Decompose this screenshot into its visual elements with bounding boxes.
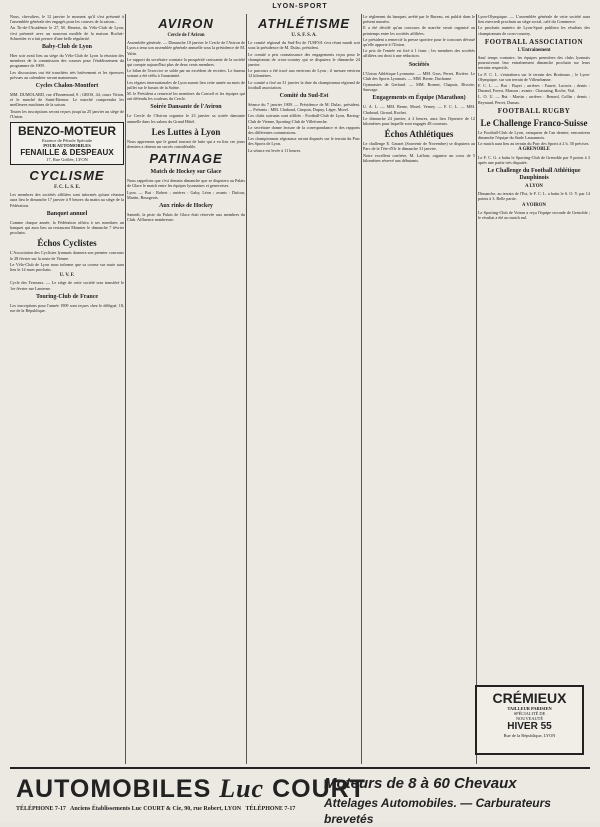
column-3 [248,14,360,764]
brand-automobiles: AUTOMOBILES [16,775,212,803]
section-heading: Sociétés [408,61,430,68]
paragraph: Le dimanche 24 janvier, à 2 heures, aura lieu l'épreuve de 12 kilomètres pour laquelle sont engagés 48 coureurs. [363,115,475,127]
ad-brand [16,775,366,803]
paragraph: Le match aura lieu au terrain du Parc des Sports à 2 h. 30 précises. [478,141,590,147]
section-heading: Échos Cyclistes [37,238,97,249]
brand-luc: Luc [219,774,265,803]
paragraph: Le Vélo-Club de Lyon nous informe que sa course sur route aura lieu le 14 mars prochain. [10,261,124,273]
paragraph: Notre excellent confrère, M. Laffont, organise un cross de 5 kilomètres réservé aux débutants. [363,152,475,163]
paragraph: Assemblée générale. — Dimanche 10 janvier le Cercle de l'Aviron de Lyon a tenu son assemblée générale annuelle sous la présidence de M. Valin. [127,40,245,56]
column-divider [125,14,126,764]
paragraph: Il a été décidé qu'un concours de marche serait organisé au printemps entre les sociétés affiliées. [363,25,475,36]
ad-price: HIVER 55 [507,721,552,732]
section-heading: Comité du Sud-Est [279,93,329,100]
paragraph: Le président a remercié la presse sportive pour le concours dévoué qu'elle apporte à l'Union. [363,36,475,48]
paragraph: Le F. C. L. s'entraînera sur le terrain des Brotteaux ; le Lyon-Olympique, sur son terrain de Villeurbanne. [478,71,590,82]
section-subtitle: U. S. F. S. A. [291,33,317,38]
paragraph: Toutes les inscriptions seront reçues jusqu'au 25 janvier au siège de l'Union. [10,108,124,119]
paragraph: MM. DUMOLARD, rue d'Ennemond, 8 ; GROS, 44, cours Vitton, et le marché de Saint-Etienne. Le marché comprendra les meilleures machines de la saison. [10,92,124,108]
ad-attelages: Attelages Automobiles. — Carburateurs brevetés [324,796,551,826]
section-heading: Match de Hockey sur Glace [150,169,222,176]
section-heading: Le Challenge Franco-Suisse [480,117,588,128]
section-heading: Engagements en Équipe (Marathon) [372,95,466,102]
paragraph: Les discussions ont été tranchées très brièvement et les épreuves prévues au calendrier seront maintenues. [10,69,124,80]
ad-subtitle: TAILLEUR PARISIEN [507,706,552,711]
paragraph: Le Sporting-Club de Voiron a reçu l'équipe seconde de Grenoble ; le résultat a été un match nul. [478,209,590,221]
paragraph: Le rapport du secrétaire constate la prospérité croissante de la société qui compte aujourd'hui plus de deux cents membres. [127,56,245,68]
ad-brand: FENAILLE & DESPEAUX [20,148,114,158]
paragraph: Le Cercle de l'Aviron organise le 23 janvier sa soirée dansante annuelle dans les salons du Grand Hôtel. [127,113,245,124]
paragraph: F. C. L. — But : Bayet ; arrières : Faurie, Lacroix ; demis : Durand, Forest, Masson ; avants : Chassaing, Roche, Vial. [478,83,590,94]
paragraph: Gymnastes de Gerland. — MM. Bonnet, Chapuis, Rivoire, Sauvage. [363,82,475,93]
ad-title: CRÉMIEUX [492,690,567,706]
ad-address: 17, Rue Grôlée, LYON [46,157,88,163]
paragraph: Samedi, la piste du Palais de Glace était réservée aux membres du Club. Affluence nombreuse. [127,212,245,223]
section-title-football-rugby: FOOTBALL RUGBY [497,106,571,115]
ad-subtitle: SPÉCIALITÉ DE [513,711,546,716]
column-4 [363,14,475,764]
section-heading: Cycles Chalon-Montfort [35,83,99,90]
column-divider [361,14,362,764]
ad-subtitle: NOUVEAUTÉ [515,716,544,721]
paragraph: L'Union Athlétique Lyonnaise. — MM. Gros, Perret, Rivière. Le Club des Sports Lyonnais. — MM. Berne, Ducharne. [363,70,475,81]
paragraph: Sauf temps contraire, les équipes premières des clubs lyonnais poursuivront leur entraînement dimanche prochain sur leurs terrains respectifs. [478,55,590,71]
paragraph: Lyon-Olympique. — L'assemblée générale de cette société aura lieu mercredi prochain au siège social, café du Commerce. [478,14,590,25]
section-subtitle: L'Entraînement [517,47,551,53]
paragraph: Le comité régional du Sud-Est de l'USFSA s'est réuni mardi soir sous la présidence de M. Dulac, président. [248,40,360,51]
ad-tagline [16,805,295,813]
masthead: LYON-SPORT [272,3,328,10]
column-divider [246,14,247,764]
column-2 [127,14,245,764]
paragraph: Le F. C. G. a battu le Sporting-Club de Grenoble par 9 points à 3 après une partie très disputée. [478,154,590,165]
paragraph: Les membres des sociétés affiliées sont informés qu'une réunion aura lieu le dimanche 17 janvier à 9 heures du matin au siège de la Fédération. [10,192,124,208]
paragraph: Nous rappelons que c'est demain dimanche que se disputera au Palais de Glace le match entre les équipes lyonnaises et genevoises. [127,178,245,189]
ad-title: BENZO-MOTEUR [18,124,116,139]
brand-court: COURT [272,775,366,803]
paragraph: Dimanche, au terrain de l'Est, le F. C. L. a battu le S. O. Y. par 14 points à 3. Belle partie. [478,191,590,202]
cremieux-ad [475,685,584,755]
paragraph: Les inscriptions pour l'année 1909 sont reçues chez le délégué, 18, rue de la République. [10,302,124,314]
section-heading: Baby-Club de Lyon [41,44,93,51]
section-title-cyclisme: CYCLISME [29,168,105,184]
column-5 [478,14,590,764]
benzo-moteur-ad [10,122,124,165]
section-subtitle: A GRENOBLE [518,147,550,153]
section-title-football-association: FOOTBALL ASSOCIATION [484,37,584,46]
paragraph: Le règlement du banquet, arrêté par le Bureau, est publié dans le présent numéro. [363,14,475,25]
article-columns [10,14,590,764]
section-heading: Touring-Club de France [35,293,99,300]
section-heading: Le Challenge du Football Athlétique Dauphinois [487,168,581,182]
section-subtitle: U. V. F. [59,273,75,279]
paragraph: Au Tir-de-l'Académie le 27, M. Henriot, du Vélo-Club de Lyon, s'est présenté avec un nouveau modèle de la maison Rochet-Schneider et a fait preuve d'une belle régularité. [10,25,124,41]
section-subtitle: A VOIRON [522,202,546,208]
paragraph: Nous, chevaliers, le 12 janvier le moment qu'il s'est présenté à l'assemblée générale des engagés pour les courses de la saison... [10,14,124,25]
paragraph: Hier soir avait lieu au siège du Vélo-Club de Lyon la réunion des membres de la commission des courses pour l'établissement du programme de 1909. [10,53,124,69]
ad-subtitle: Essence de Pétrole Spéciale [41,138,93,144]
paragraph: Le bilan de l'exercice se solde par un excédent de recettes. Le bureau sortant a été réélu à l'unanimité. [127,68,245,79]
ad-subtitle: POUR AUTOMOBILES [43,143,91,149]
paragraph: Nous apprenons que le grand tournoi de lutte qui a eu lieu ces jours derniers a obtenu un succès considérable. [127,138,245,150]
section-title-patinage: PATINAGE [149,151,223,167]
telephone-right: TÉLÉPHONE 7-17 [245,806,296,812]
paragraph: La séance est levée à 11 heures. [248,147,302,153]
paragraph: Le Football-Club de Lyon, vainqueur de l'an dernier, rencontrera dimanche l'équipe du Stade Lausannois. [478,129,590,141]
paragraph: Le comité a pris connaissance des engagements reçus pour le championnat de cross-country qui se disputera le dimanche 24 janvier. [248,51,360,68]
paragraph: L'Association des Cyclistes lyonnais donnera son premier concours le 28 février sur la route de Vienne. [10,250,124,261]
section-heading: Soirée Dansante de l'Aviron [150,104,222,111]
section-subtitle: Cercle de l'Aviron [167,33,205,38]
paragraph: Séance du 7 janvier 1909. — Présidence de M. Dulac, président. — Présents : MM. Chaboud, Cinquin, Dupuy, Léger, Morel. [248,102,360,113]
ad-address: Rue de la République, LYON [503,733,556,738]
telephone-left: TÉLÉPHONE 7-17 [16,806,66,812]
section-heading: Échos Athlétiques [384,129,454,140]
section-heading: Banquet annuel [46,210,88,217]
paragraph: Comme chaque année, la Fédération offrira à ses membres un banquet qui aura lieu au restaurant Monnier le dimanche 7 février prochain. [10,219,124,236]
paragraph: Les clubs suivants sont affiliés : Football-Club de Lyon, Racing-Club de Vienne, Sporting-Club de Villefranche. [248,113,360,124]
paragraph: Le comité a fixé au 31 janvier la date du championnat régional de football association. [248,79,360,90]
paragraph: Cycle des Terreaux. — Le siège de cette société sera transféré le 1er février rue Lanterne. [10,280,124,291]
section-heading: Aux rinks de Hockey [159,203,213,210]
address-line: Anciens Établissements Luc COURT & Cie, 90, rue Robert, LYON [70,806,242,812]
paragraph: Les championnats régionaux seront disputés sur le terrain du Parc des Sports de Lyon. [248,136,360,147]
section-title-aviron: AVIRON [158,16,214,31]
column-divider [476,14,477,764]
paragraph: L. O. U. — But : Martin ; arrières : Renard, Collin ; demis : Reynaud, Perret, Dumas. [478,94,590,105]
ad-moteurs: Moteurs de 8 à 60 Chevaux [324,775,517,792]
paragraph: U. A. L. — MM. Berne, Morel, Verney. — F. C. L. — MM. Chaboud, Giraud, Rochet. [363,104,475,115]
luc-court-ad [10,767,590,826]
paragraph: Les régates internationales de Lyon auront lieu cette année au mois de juillet sur le bassin de la Saône. [127,79,245,90]
section-title-athletisme: ATHLÉTISME [257,16,351,31]
paragraph: M. le Président a remercié les membres du Conseil et les équipes qui ont défendu les couleurs du Cercle. [127,91,245,102]
column-1 [10,14,124,764]
paragraph: Le challenge E. Gauzet (Souvenir de Novembre) se disputera au Parc de la Tête-d'Or le dimanche 31 janvier. [363,141,475,152]
paragraph: Lyon. — But : Robert ; arrières : Gaby, Léon ; avants : Dufour, Martin, Bourgeois. [127,189,245,200]
section-subtitle: A LYON [525,184,543,190]
paragraph: Le secrétaire donne lecture de la correspondance et des rapports des différentes commissions. [248,124,360,136]
paragraph: Le prix de l'entrée est fixé à 1 franc ; les membres des sociétés affiliées ont droit à une réduction. [363,48,475,59]
section-heading: Les Luttes à Lyon [151,126,221,137]
section-subtitle: F. C. L. S. E. [54,185,80,191]
paragraph: Le prochain numéro de Lyon-Sport publiera les résultats des championnats de cross-country. [478,25,590,36]
paragraph: Le parcours a été tracé aux environs de Lyon ; il mesure environ 12 kilomètres. [248,68,360,79]
